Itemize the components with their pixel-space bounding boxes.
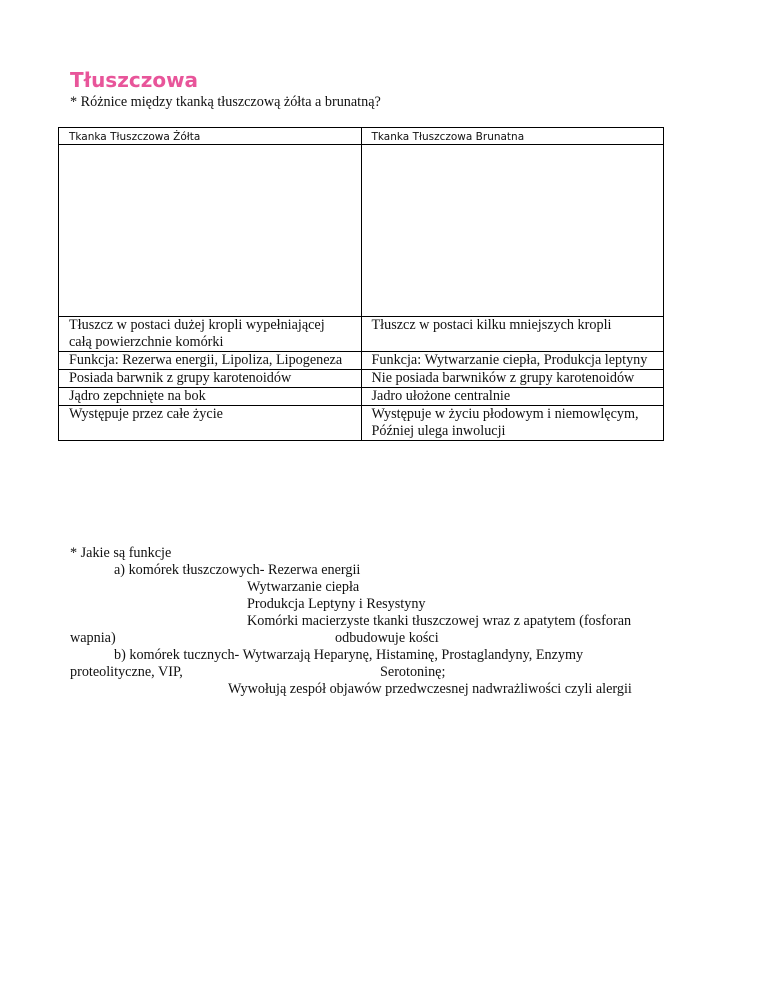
functions-a-lead: a) komórek tłuszczowych- Rezerwa energii [114, 562, 361, 578]
table-cell: Posiada barwnik z grupy karotenoidów [59, 370, 362, 388]
table-cell: Tłuszcz w postaci kilku mniejszych kropli [361, 317, 664, 352]
table-cell: Funkcja: Wytwarzanie ciepła, Produkcja leptyny [361, 352, 664, 370]
table-cell: Występuje w życiu płodowym i niemowlęcym, Później ulega inwolucji [361, 406, 664, 441]
functions-a-item: Wytwarzanie ciepła [247, 579, 360, 595]
functions-a-item-continuation: wapnia) [70, 630, 116, 646]
functions-b-lead: b) komórek tucznych- Wytwarzają Heparynę, Histaminę, Prostaglandyny, Enzymy [114, 647, 584, 663]
page-title: Tłuszczowa [70, 68, 199, 92]
header-yellow-tissue: Tkanka Tłuszczowa Żółta [59, 128, 362, 145]
question-differences: * Różnice między tkanką tłuszczową żółta a brunatną? [70, 94, 381, 110]
functions-a-item: Komórki macierzyste tkanki tłuszczowej wraz z apatytem (fosforan [247, 613, 632, 629]
table-image-row [59, 145, 664, 317]
table-cell: Funkcja: Rezerwa energii, Lipoliza, Lipogeneza [59, 352, 362, 370]
header-brown-tissue: Tkanka Tłuszczowa Brunatna [361, 128, 664, 145]
table-cell: Jądro zepchnięte na bok [59, 388, 362, 406]
functions-a-item-continuation: odbudowuje kości [335, 630, 439, 646]
functions-b-continuation: proteolityczne, VIP, [70, 664, 183, 680]
table-row [59, 352, 664, 370]
functions-b-continuation: Serotoninę; [380, 664, 446, 680]
table-row [59, 370, 664, 388]
empty-image-cell-brown [361, 145, 664, 317]
empty-image-cell-yellow [59, 145, 362, 317]
table-cell: Jadro ułożone centralnie [361, 388, 664, 406]
question-functions: * Jakie są funkcje [70, 545, 172, 561]
functions-a-item: Produkcja Leptyny i Resystyny [247, 596, 426, 612]
table-cell: Tłuszcz w postaci dużej kropli wypełniającej całą powierzchnie komórki [59, 317, 362, 352]
table-header-row [59, 128, 664, 145]
table-cell: Występuje przez całe życie [59, 406, 362, 441]
table-row [59, 317, 664, 352]
functions-b-last: Wywołują zespół objawów przedwczesnej nadwrażliwości czyli alergii [228, 681, 632, 697]
table-row [59, 406, 664, 441]
comparison-table [58, 127, 664, 441]
table-row [59, 388, 664, 406]
table-cell: Nie posiada barwników z grupy karotenoidów [361, 370, 664, 388]
